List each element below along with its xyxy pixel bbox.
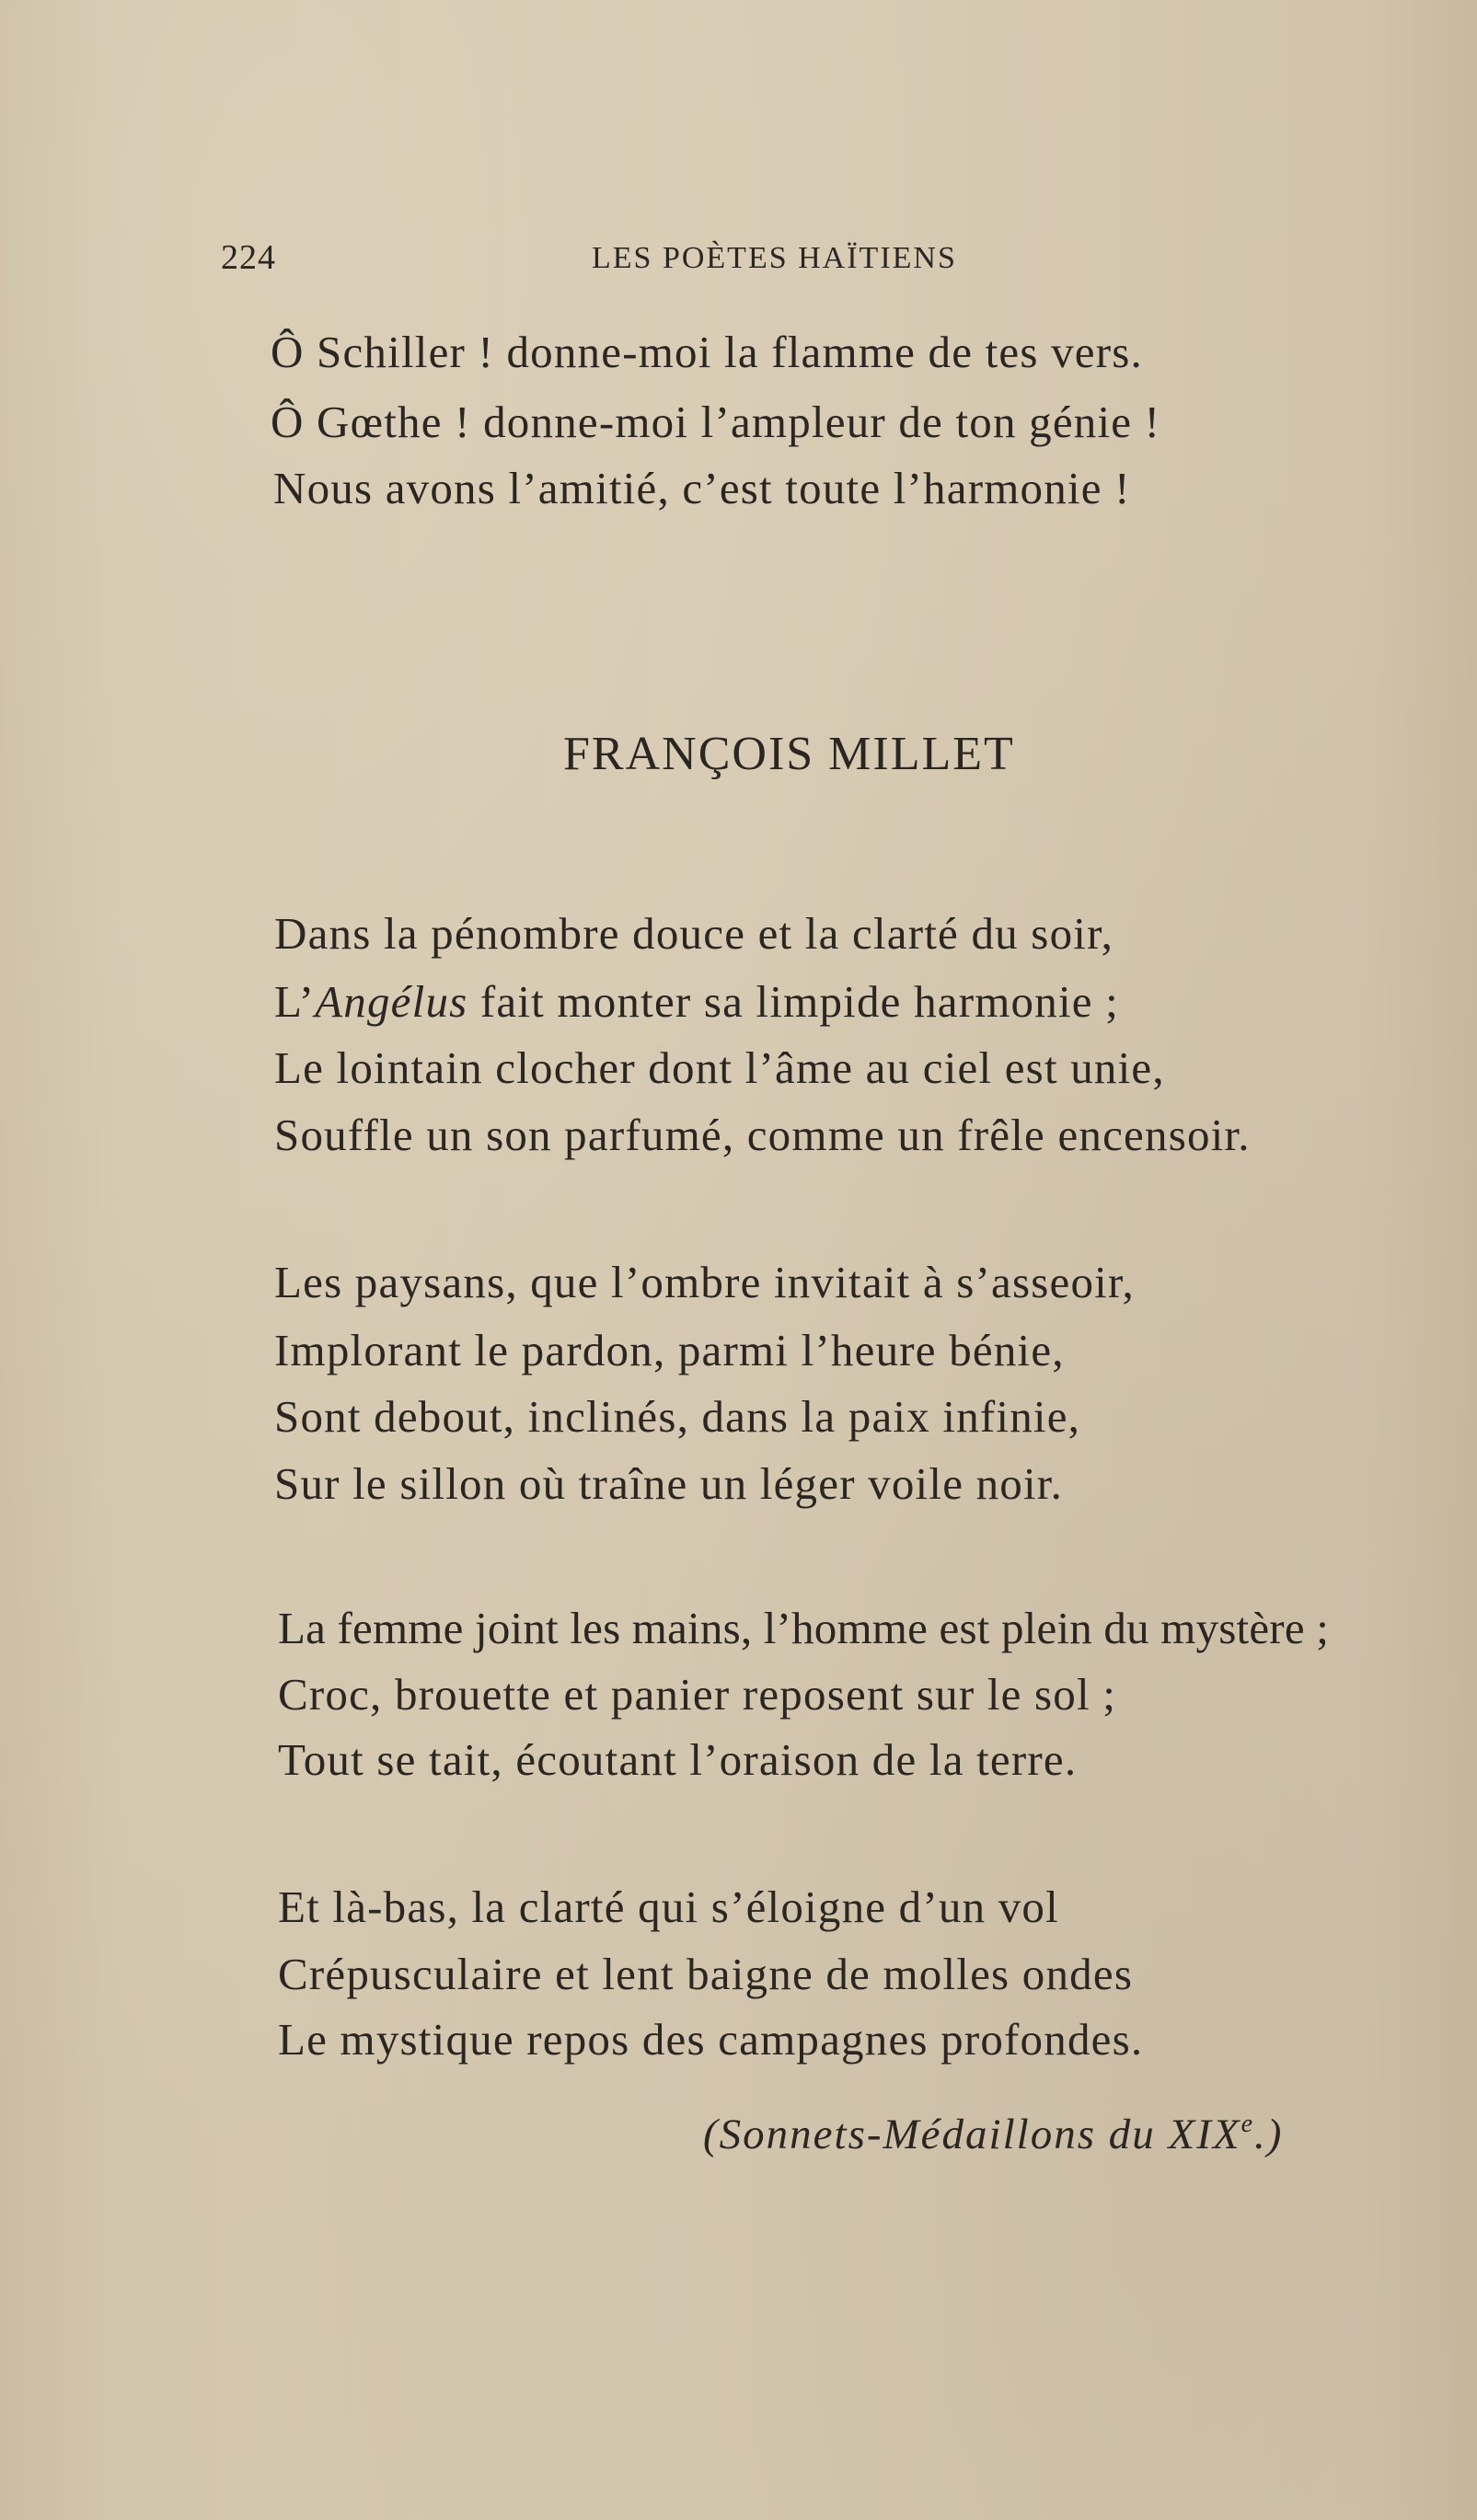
stanza-1-line-3: Le lointain clocher dont l’âme au ciel est unie, (274, 1042, 1165, 1093)
angelus-italic: Angélus (315, 976, 468, 1027)
running-title: LES POÈTES HAÏTIENS (592, 241, 957, 275)
stanza-3-line-1: La femme joint les mains, l’homme est plein du mystère ; (278, 1603, 1330, 1653)
stanza-1-line-2 (274, 976, 1119, 1027)
stanza-4-line-2: Crépusculaire et lent baigne de molles ondes (278, 1949, 1134, 1999)
stanza-2-line-1: Les paysans, que l’ombre invitait à s’asseoir, (274, 1257, 1135, 1307)
poem-title: FRANÇOIS MILLET (563, 728, 1015, 780)
stanza-3-line-3: Tout se tait, écoutant l’oraison de la terre. (278, 1734, 1078, 1785)
page-number: 224 (221, 238, 276, 277)
stanza-2-line-4: Sur le sillon où traîne un léger voile noir. (274, 1458, 1064, 1509)
attribution-superscript: e (1240, 2110, 1255, 2138)
stanza-3-line-2: Croc, brouette et panier reposent sur le sol ; (278, 1669, 1117, 1720)
prev-poem-line-3: Nous avons l’amitié, c’est toute l’harmonie ! (273, 463, 1131, 513)
source-attribution (703, 2110, 1283, 2159)
prev-poem-line-2: Ô Gœthe ! donne-moi l’ampleur de ton génie ! (271, 397, 1161, 447)
stanza-2-line-2: Implorant le pardon, parmi l’heure bénie, (274, 1325, 1065, 1375)
stanza-4-line-1: Et là-bas, la clarté qui s’éloigne d’un vol (278, 1881, 1059, 1932)
stanza-2-line-3: Sont debout, inclinés, dans la paix infinie, (274, 1391, 1081, 1442)
line-prefix: L’ (274, 976, 316, 1027)
attribution-open-paren: ( (703, 2111, 720, 2158)
stanza-1-line-1: Dans la pénombre douce et la clarté du soir, (274, 908, 1114, 959)
attribution-text: Sonnets-Médaillons du XIX (719, 2111, 1241, 2158)
prev-poem-line-1: Ô Schiller ! donne-moi la flamme de tes vers. (271, 327, 1143, 377)
stanza-1-line-4: Souffle un son parfumé, comme un frêle encensoir. (274, 1110, 1251, 1160)
attribution-close: .) (1254, 2111, 1284, 2158)
stanza-4-line-3: Le mystique repos des campagnes profondes. (278, 2014, 1144, 2065)
line-suffix: fait monter sa limpide harmonie ; (467, 976, 1119, 1027)
